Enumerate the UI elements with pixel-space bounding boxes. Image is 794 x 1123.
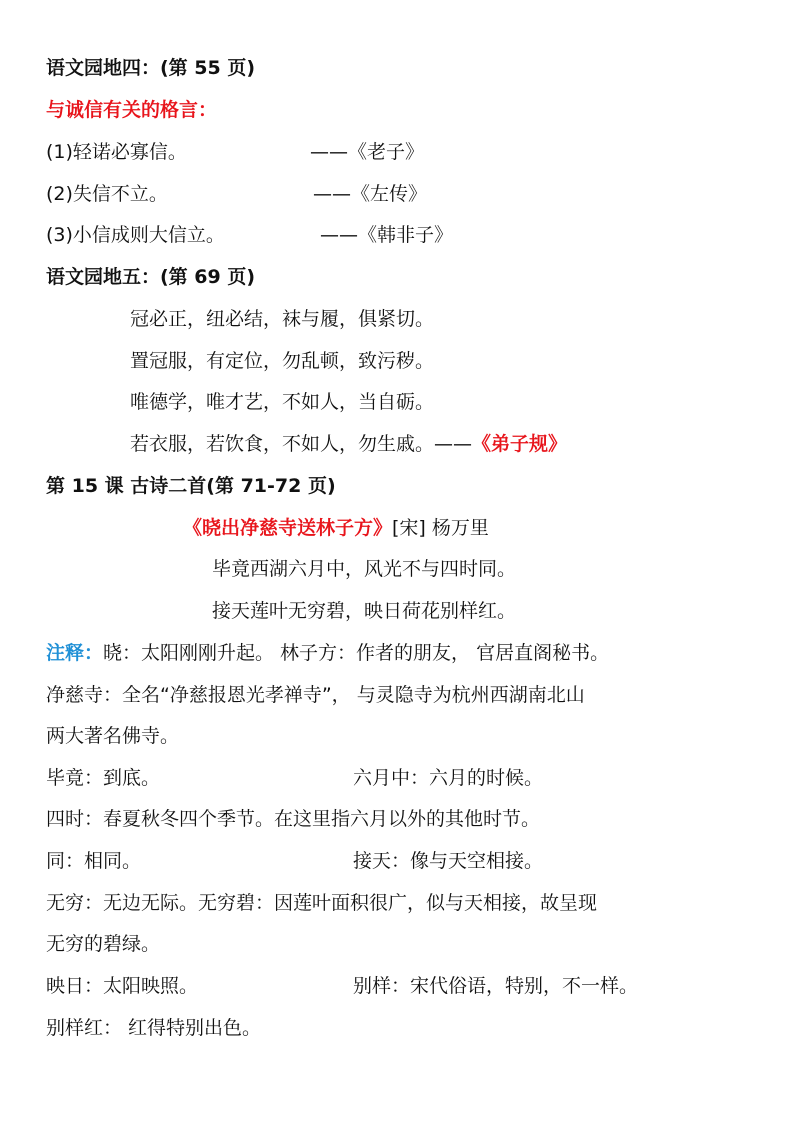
note-line-3: 两大著名佛寺。 [46,725,180,747]
poem-line-1: 毕竟西湖六月中，风光不与四时同。 [212,558,517,580]
dizigui-line-1: 冠必正，纽必结，袜与履，俱紧切。 [130,308,435,330]
dizigui-line-text: 若衣服，若饮食，不如人，勿生戚。—— [130,433,473,455]
notes-label: 注释： [46,642,104,664]
poem-author: [宋] 杨万里 [392,517,489,539]
section5-heading: 语文园地五：(第 69 页) [46,266,256,288]
note-line-2: 净慈寺：全名“净慈报恩光孝禅寺”， 与灵隐寺为杭州西湖南北山 [46,684,585,706]
note-bieyang: 别样：宋代俗语，特别，不一样。 [353,975,639,997]
poem-title: 《晓出净慈寺送林子方》 [183,517,393,539]
lesson15-heading: 第 15 课 古诗二首(第 71-72 页) [46,475,336,497]
maxim-source-2: ——《左传》 [313,183,428,205]
note-jietian: 接天：像与天空相接。 [353,850,544,872]
note-wuqiong-cont: 无穷的碧绿。 [46,933,161,955]
note-text: 晓：太阳刚刚升起。 林子方：作者的朋友， 官居直阁秘书。 [103,642,610,664]
note-wuqiong: 无穷：无边无际。无穷碧：因莲叶面积很广，似与天相接，故呈现 [46,892,598,914]
note-sishi: 四时：春夏秋冬四个季节。在这里指六月以外的其他时节。 [46,808,541,830]
maxim-item-2 [46,181,168,207]
poem-title-line [183,515,489,541]
section4-heading: 语文园地四：(第 55 页) [46,57,256,79]
dizigui-source: 《弟子规》 [472,433,568,455]
section4-subheading: 与诚信有关的格言： [46,99,218,121]
maxim-text: (2)失信不立。 [46,183,168,205]
notes-line-1 [46,640,609,666]
maxim-source-3: ——《韩非子》 [320,224,454,246]
dizigui-line-3: 唯德学，唯才艺，不如人，当自砺。 [130,391,435,413]
note-bijing: 毕竟：到底。 [46,767,161,789]
maxim-text: (3)小信成则大信立。 [46,224,225,246]
note-liuyuezhong: 六月中：六月的时候。 [353,767,544,789]
maxim-source-1: ——《老子》 [310,141,425,163]
maxim-item-3 [46,222,225,248]
maxim-text: (1)轻诺必寡信。 [46,141,187,163]
note-tong: 同：相同。 [46,850,142,872]
poem-line-2: 接天莲叶无穷碧，映日荷花别样红。 [212,600,517,622]
note-yingri: 映日：太阳映照。 [46,975,199,997]
dizigui-line-4 [130,431,567,457]
note-bieyanghong: 别样红： 红得特别出色。 [46,1017,262,1039]
maxim-item-1 [46,139,187,165]
dizigui-line-2: 置冠服，有定位，勿乱顿，致污秽。 [130,350,435,372]
